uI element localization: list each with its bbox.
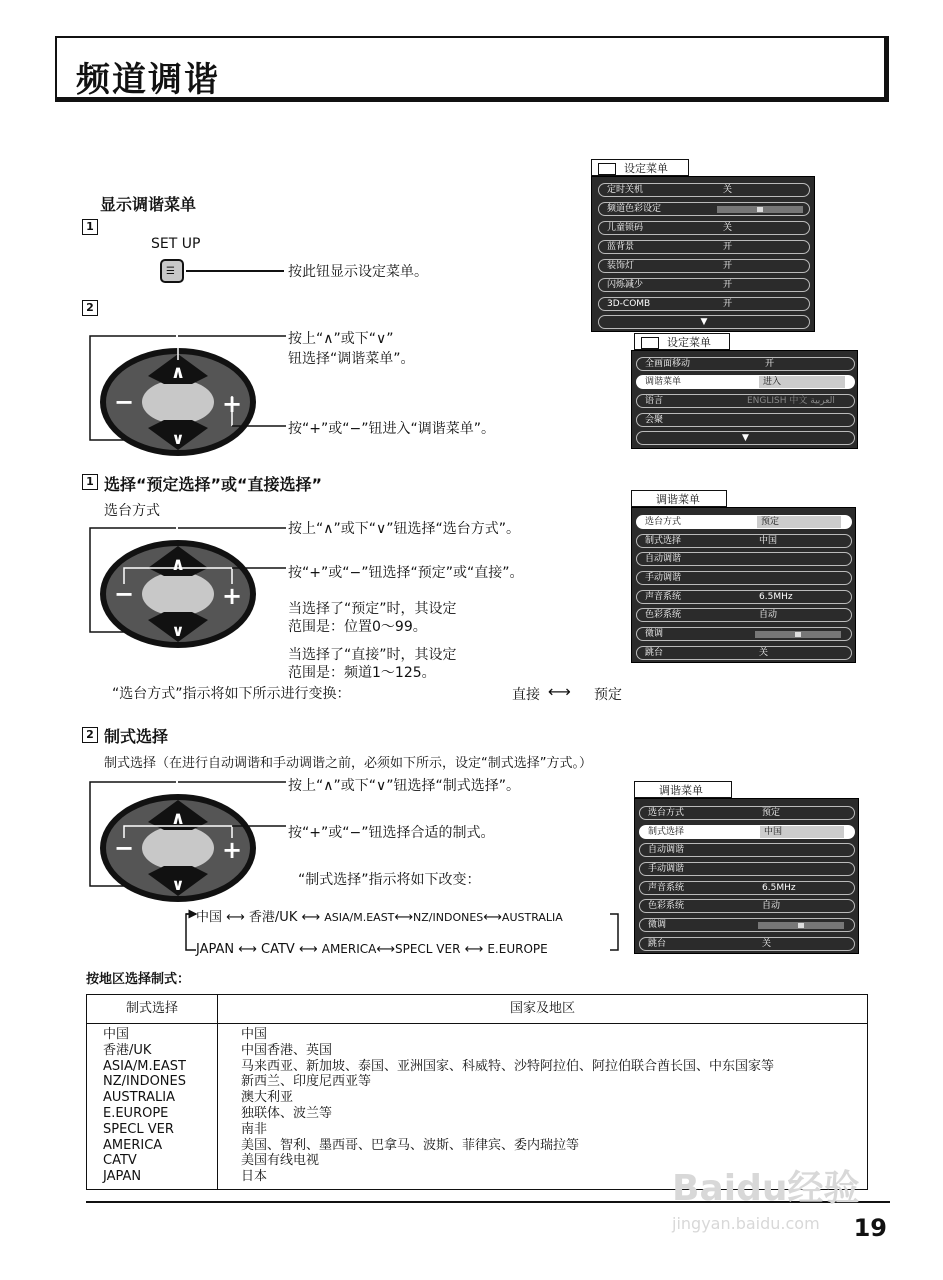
section2-text2: 按“+”或“−”钮选择“预定”或“直接”。 [288,565,524,581]
menu4-row[interactable]: 微调 [639,918,855,932]
menu4-row[interactable]: 自动调谐 [639,843,855,857]
menu4-row[interactable]: 声音系统 6.5MHz [639,881,855,895]
section3-text2: 按“+”或“−”钮选择合适的制式。 [288,825,495,841]
table-cell-region: 美国有线电视 [241,1153,320,1169]
menu3-row-selected[interactable]: 选台方式 预定 [636,515,852,529]
remote-direction-pad-2[interactable] [86,522,286,652]
svg-text:∧: ∧ [170,554,186,575]
svg-text:−: − [113,834,135,862]
menu4-row-selected[interactable]: 制式选择 中国 [639,825,855,839]
menu3-row[interactable]: 微调 [636,627,852,641]
setup-menu-panel-1 [591,176,815,332]
table-cell-standard: AMERICA [103,1137,163,1153]
menu1-row[interactable]: 装饰灯 开 [598,259,810,273]
svg-text:+: + [221,582,243,610]
section3-text3: “制式选择”指示将如下改变： [298,872,481,888]
table-cell-region: 南非 [241,1121,268,1137]
step2-text-a1: 按上“∧”或下“∨” [288,331,394,347]
section2-text4a: 当选择了“直接”时，其设定 [288,647,457,663]
remote-direction-pad[interactable] [86,330,286,460]
section2-text3b: 范围是：位置0～99。 [288,619,427,635]
tuning-menu-panel-1 [631,507,856,663]
down-triangle-icon: ▼ [700,317,708,327]
table-cell-region: 独联体、波兰等 [241,1106,333,1121]
fine-tune-bar [758,922,844,929]
menu1-row[interactable]: 定时关机 关 [598,183,810,197]
table-cell-standard: E.EUROPE [103,1106,169,1121]
down-triangle-icon: ▼ [742,433,749,443]
menu-list-icon [598,163,616,175]
watermark-brand: Baidu经验 [672,1168,860,1209]
watermark-url: jingyan.baidu.com [672,1214,820,1233]
menu3-row[interactable]: 声音系统 6.5MHz [636,590,852,604]
menu4-tab: 调谐菜单 [634,781,732,798]
cycle-bottom-row: JAPAN ⟷ CATV ⟷ AMERICA⟷SPECL VER ⟷ E.EUROPE [196,942,548,957]
step2-text-b: 按“+”或“−”钮进入“调谐菜单”。 [288,421,495,437]
table-cell-region: 马来西亚、新加坡、泰国、亚洲国家、科威特、沙特阿拉伯、阿拉伯联合酋长国、中东国家等 [241,1058,775,1074]
table-cell-region: 美国、智利、墨西哥、巴拿马、波斯、菲律宾、委内瑞拉等 [241,1137,580,1153]
section3-heading: 制式选择 [104,727,169,746]
section2-step-number: 1 [82,474,98,490]
leader-line [186,270,284,272]
page-number: 19 [853,1214,887,1242]
table-header-standard: 制式选择 [125,1001,178,1016]
table-header-region: 国家及地区 [509,1001,575,1016]
menu3-row[interactable]: 自动调谐 [636,552,852,566]
menu1-row[interactable]: 3D-COMB 开 [598,297,810,311]
menu1-tab: 设定菜单 [591,159,689,176]
step2-text-a2: 钮选择“调谐菜单”。 [288,351,415,367]
menu4-row[interactable]: 手动调谐 [639,862,855,876]
menu2-row-tuning[interactable]: 调谐菜单 进入 [636,375,855,389]
menu1-row[interactable]: 频道色彩设定 [598,202,810,216]
fine-tune-bar [755,631,841,638]
table-cell-region: 新西兰、印度尼西亚等 [241,1074,372,1090]
region-table-caption: 按地区选择制式： [86,972,191,987]
tuning-menu-panel-2 [634,798,859,954]
table-cell-standard: CATV [103,1153,137,1169]
minus-button-icon[interactable]: − [113,388,135,416]
menu2-more-row[interactable] [636,431,855,445]
setup-button[interactable] [160,259,184,283]
menu2-row[interactable]: 语言 ENGLISH 中文 العربية [636,394,855,408]
step1-number: 1 [82,219,98,235]
menu2-tab: 设定菜单 [634,333,730,350]
section3-intro: 制式选择（在进行自动调谐和手动调谐之前，必须如下所示，设定“制式选择”方式。） [104,756,592,771]
table-cell-standard: 中国 [103,1027,130,1042]
svg-text:∨: ∨ [171,875,185,894]
setup-label: SET UP [151,236,201,252]
menu4-row[interactable]: 色彩系统 自动 [639,899,855,913]
table-cell-standard: ASIA/M.EAST [103,1058,186,1074]
menu3-row[interactable]: 色彩系统 自动 [636,608,852,622]
menu1-row[interactable]: 蓝背景 开 [598,240,810,254]
table-cell-standard: NZ/INDONES [103,1074,187,1090]
section2-heading: 选择“预定选择”或“直接选择” [104,475,323,494]
menu3-row[interactable]: 手动调谐 [636,571,852,585]
section3-step-number: 2 [82,727,98,743]
menu3-row[interactable]: 制式选择 中国 [636,534,852,548]
section1-heading: 显示调谐菜单 [100,195,197,214]
table-cell-region: 日本 [241,1169,268,1185]
color-setting-bar [717,206,803,213]
table-cell-standard: SPECL VER [103,1121,174,1137]
menu4-row[interactable]: 跳台 关 [639,937,855,951]
down-arrow-icon: ∨ [171,429,185,448]
plus-button-icon[interactable]: + [221,390,243,418]
cycle-top-row: 中国 ⟷ 香港/UK ⟷ ASIA/M.EAST⟷NZ/INDONES⟷AUSTRALIA [196,910,563,925]
cycle-left: 直接 [512,687,540,703]
section3-text1: 按上“∧”或下“∨”钮选择“制式选择”。 [288,778,521,794]
table-cell-region: 澳大利亚 [241,1090,294,1106]
menu1-more-row[interactable] [598,315,810,329]
menu3-row[interactable]: 跳台 关 [636,646,852,660]
step1-text: 按此钮显示设定菜单。 [288,264,428,280]
menu-list-icon: ☰ [166,266,175,277]
section2-text4b: 范围是：频道1～125。 [288,665,436,681]
section2-note: “选台方式”指示将如下所示进行变换： [112,686,351,702]
menu1-row[interactable]: 闪烁减少 开 [598,278,810,292]
section2-text3a: 当选择了“预定”时，其设定 [288,601,457,617]
remote-direction-pad-3[interactable] [86,776,286,906]
section2-text1: 按上“∧”或下“∨”钮选择“选台方式”。 [288,521,521,537]
table-cell-standard: AUSTRALIA [103,1090,175,1106]
page-title: 频道调谐 [76,60,220,100]
svg-text:∧: ∧ [170,808,186,829]
menu2-row[interactable]: 全画面移动 开 [636,357,855,371]
setup-menu-panel-2 [631,350,858,449]
step2-number: 2 [82,300,98,316]
menu3-tab: 调谐菜单 [631,490,727,507]
table-cell-region: 中国 [241,1027,268,1042]
menu-list-icon [641,337,659,349]
double-arrow-icon: ⟷ [548,682,571,701]
cycle-right: 预定 [594,687,622,703]
svg-text:+: + [221,836,243,864]
menu4-row[interactable]: 选台方式 预定 [639,806,855,820]
menu1-row[interactable]: 儿童锁码 关 [598,221,810,235]
section2-sub: 选台方式 [104,503,160,519]
menu2-row[interactable]: 会聚 [636,413,855,427]
table-cell-standard: 香港/UK [103,1042,152,1058]
table-cell-standard: JAPAN [103,1169,142,1185]
svg-text:−: − [113,580,135,608]
pad-center [142,380,214,424]
table-cell-region: 中国香港、英国 [241,1042,333,1058]
up-arrow-icon: ∧ [170,362,186,383]
svg-text:∨: ∨ [171,621,185,640]
